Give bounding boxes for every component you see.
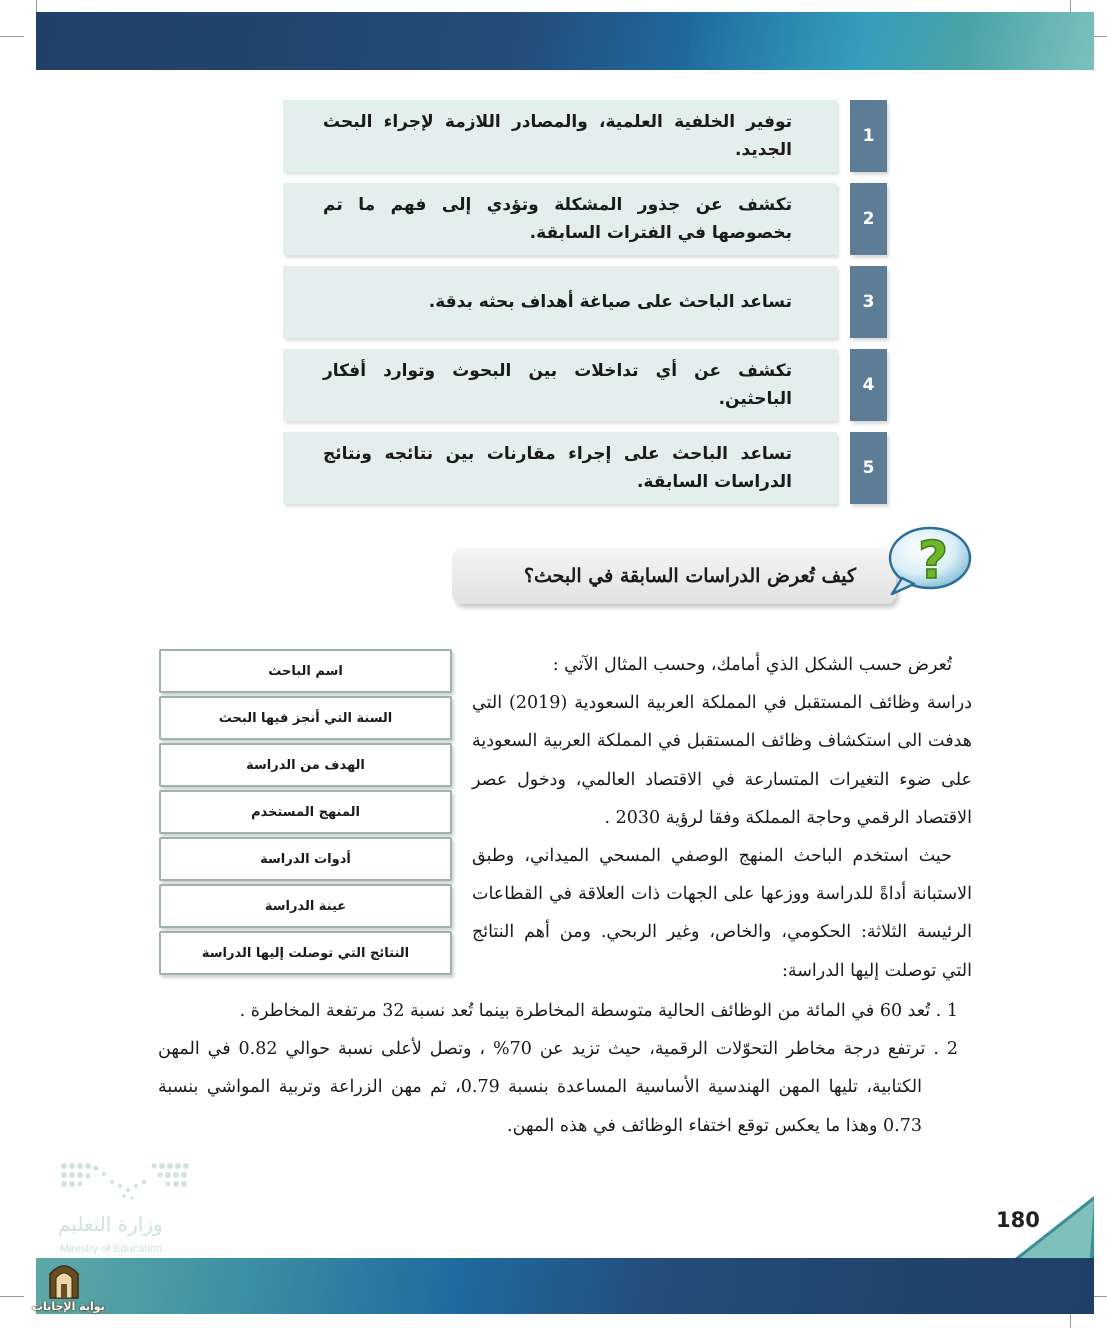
item-text: توفير الخلفية العلمية، والمصادر اللازمة لإجراء البحث الجديد. — [323, 112, 792, 160]
list-item — [283, 100, 888, 172]
label-study-sample: عينة الدراسة — [159, 884, 452, 928]
label-researcher-name: اسم الباحث — [159, 649, 452, 693]
item-box — [283, 349, 837, 421]
item-number: 1 — [850, 100, 887, 172]
item-number: 2 — [850, 183, 887, 255]
label-method: المنهج المستخدم — [159, 790, 452, 834]
item-box — [283, 266, 837, 338]
item-text: تساعد الباحث على إجراء مقارنات بين نتائجه ونتائج الدراسات السابقة. — [323, 444, 792, 492]
label-research-year: السنة التي أنجز فيها البحث — [159, 696, 452, 740]
body-line: التي توصلت إليها الدراسة: — [781, 960, 972, 981]
body-line: حيث استخدم الباحث المنهج الوصفي المسحي الميداني، وطبق — [472, 845, 952, 866]
body-line: الاقتصاد الرقمي وحاجة المملكة وفقا لرؤية 2030 . — [604, 807, 972, 828]
crop-mark — [0, 36, 24, 37]
question-text: كيف تُعرض الدراسات السابقة في البحث؟ — [523, 565, 856, 587]
body-line: الاستبانة أداةً للدراسة ووزعها على الجهات ذات العلاقة في القطاعات — [472, 884, 972, 905]
item-number: 4 — [850, 349, 887, 421]
list-item — [283, 266, 888, 338]
watermark-text: بوابة الإجابات — [32, 1300, 105, 1313]
watermark-mosque-icon — [42, 1256, 86, 1300]
result-line: 2 . ترتفع درجة مخاطر التحوّلات الرقمية، حيث تزيد عن 70% ، وتصل لأعلى نسبة حوالي 0.82 في المهن — [158, 1039, 958, 1060]
header-band-highlight — [690, 12, 1094, 70]
ministry-name-ar: وزارة التعليم — [58, 1212, 163, 1236]
item-number: 5 — [850, 432, 887, 504]
item-text: تساعد الباحث على صياغة أهداف بحثه بدقة. — [428, 292, 792, 312]
body-line: على ضوء التغيرات المتسارعة في الاقتصاد العالمي، ودخول عصر — [472, 769, 972, 790]
question-bubble-icon — [880, 520, 972, 596]
result-line: 0.73 وهذا ما يعكس توقع اختفاء الوظائف في هذه المهن. — [507, 1115, 922, 1136]
label-study-goal: الهدف من الدراسة — [159, 743, 452, 787]
result-line: الكتابية، تليها المهن الهندسية الأساسية المساعدة بنسبة 0.79، ثم مهن الزراعة وتربية المواشي بنسبة — [158, 1077, 922, 1098]
svg-text:?: ? — [918, 531, 949, 591]
crop-mark — [36, 0, 37, 12]
results-list — [158, 992, 958, 1145]
item-text: تكشف عن أي تداخلات بين البحوث وتوارد أفكار الباحثين. — [323, 361, 792, 409]
body-paragraph — [472, 646, 972, 990]
ministry-logo-icon — [60, 1160, 190, 1202]
item-box — [283, 100, 837, 172]
body-line: تُعرض حسب الشكل الذي أمامك، وحسب المثال الآتي : — [552, 655, 952, 675]
footer-band — [36, 1258, 1094, 1314]
page-number: 180 — [996, 1208, 1040, 1232]
result-line: 1 . تُعد 60 في المائة من الوظائف الحالية متوسطة المخاطرة بينما تُعد نسبة 32 مرتفعة المخاطرة . — [239, 1001, 958, 1021]
crop-mark — [0, 1296, 24, 1297]
list-item — [283, 432, 888, 504]
body-line: الرئيسة الثلاثة: الحكومي، والخاص، وغير الربحي. ومن أهم النتائج — [472, 922, 972, 943]
label-study-results: النتائج التي توصلت إليها الدراسة — [159, 931, 452, 975]
label-study-tools: أدوات الدراسة — [159, 837, 452, 881]
item-box — [283, 432, 837, 504]
body-line: دراسة وظائف المستقبل في المملكة العربية السعودية (2019) التي — [472, 693, 973, 714]
ministry-name-en: Ministry of Education — [60, 1243, 163, 1255]
item-box — [283, 183, 837, 255]
list-item — [283, 349, 888, 421]
body-line: هدفت الى استكشاف وظائف المستقبل في المملكة العربية السعودية — [472, 731, 972, 752]
list-item — [283, 183, 888, 255]
item-number: 3 — [850, 266, 887, 338]
question-heading — [452, 548, 896, 604]
item-text: تكشف عن جذور المشكلة وتؤدي إلى فهم ما تم بخصوصها في الفترات السابقة. — [323, 195, 792, 243]
